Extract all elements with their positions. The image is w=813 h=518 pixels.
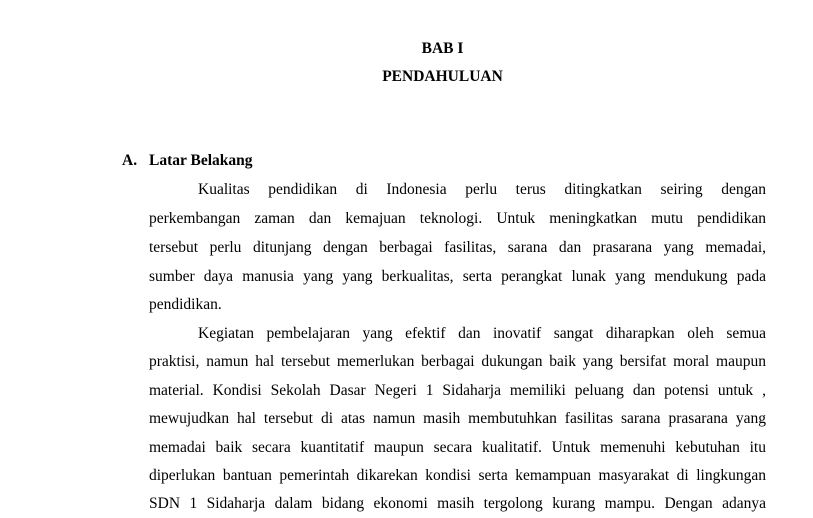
paragraph-line: SDN 1 Sidaharja dalam bidang ekonomi masih tergolong kurang mampu. Dengan adanya: [149, 495, 766, 512]
paragraph-line: praktisi, namun hal tersebut memerlukan berbagai dukungan baik yang bersifat moral maupun: [149, 353, 766, 370]
paragraph-line: Kegiatan pembelajaran yang efektif dan inovatif sangat diharapkan oleh semua: [198, 325, 766, 342]
paragraph-line: perkembangan zaman dan kemajuan teknologi. Untuk meningkatkan mutu pendidikan: [149, 210, 766, 227]
paragraph-line: sumber daya manusia yang yang berkualitas, serta perangkat lunak yang mendukung pada: [149, 268, 766, 285]
paragraph-line: pendidikan.: [149, 296, 222, 313]
paragraph-line: mewujudkan hal tersebut di atas namun masih membutuhkan fasilitas sarana prasarana yang: [149, 410, 766, 427]
chapter-number: BAB I: [421, 40, 464, 57]
paragraph-line: material. Kondisi Sekolah Dasar Negeri 1 Sidaharja memiliki peluang dan potensi untuk ,: [149, 382, 766, 399]
paragraph-line: tersebut perlu ditunjang dengan berbagai fasilitas, sarana dan prasarana yang memadai,: [149, 239, 766, 256]
paragraph-line: Kualitas pendidikan di Indonesia perlu terus ditingkatkan seiring dengan: [198, 181, 766, 198]
section-number: A.: [122, 152, 138, 169]
chapter-title: PENDAHULUAN: [382, 68, 503, 85]
section-title: Latar Belakang: [149, 152, 253, 169]
section-heading: [122, 151, 253, 171]
paragraph-line: memadai baik secara kuantitatif maupun secara kualitatif. Untuk memenuhi kebutuhan itu: [149, 439, 766, 456]
paragraph-line: diperlukan bantuan pemerintah dikarekan kondisi serta kemampuan masyarakat di lingkungan: [149, 467, 766, 484]
